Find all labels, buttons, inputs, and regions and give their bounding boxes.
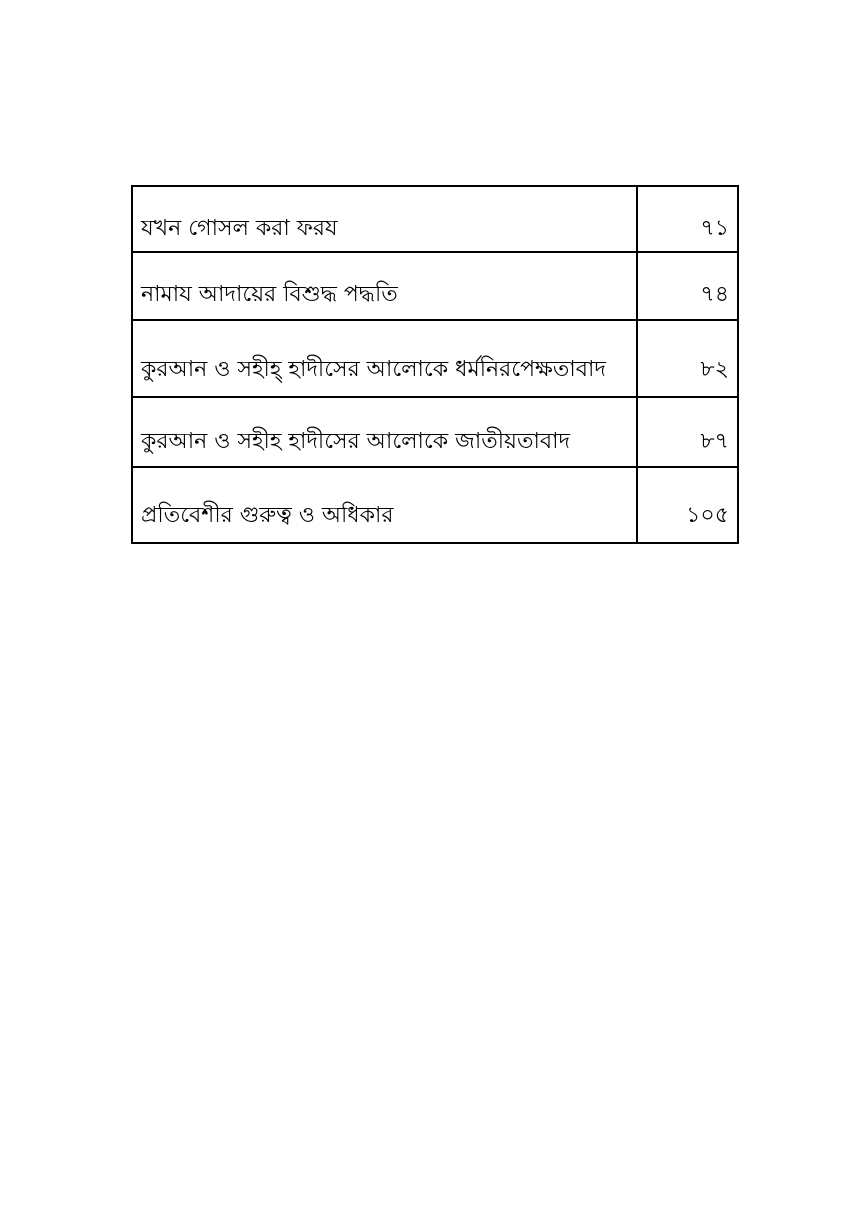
toc-row: [132, 397, 738, 467]
toc-entry-page: ৮৭: [637, 397, 738, 467]
toc-row: [132, 320, 738, 397]
toc-row: [132, 467, 738, 543]
toc-row: [132, 252, 738, 320]
toc-entry-title: নামায আদায়ের বিশুদ্ধ পদ্ধতি: [132, 252, 637, 320]
table-of-contents: [131, 185, 739, 544]
toc-entry-page: ১০৫: [637, 467, 738, 543]
toc-entry-title: কুরআন ও সহীহ হাদীসের আলোকে জাতীয়তাবাদ: [132, 397, 637, 467]
toc-entry-title: যখন গোসল করা ফরয: [132, 186, 637, 252]
toc-entry-title: প্রতিবেশীর গুরুত্ব ও অধিকার: [132, 467, 637, 543]
toc-entry-page: ৭৪: [637, 252, 738, 320]
toc-entry-page: ৭১: [637, 186, 738, 252]
toc-row: [132, 186, 738, 252]
toc-entry-page: ৮২: [637, 320, 738, 397]
toc-entry-title: কুরআন ও সহীহ্ হাদীসের আলোকে ধর্মনিরপেক্ষতাবাদ: [132, 320, 637, 397]
